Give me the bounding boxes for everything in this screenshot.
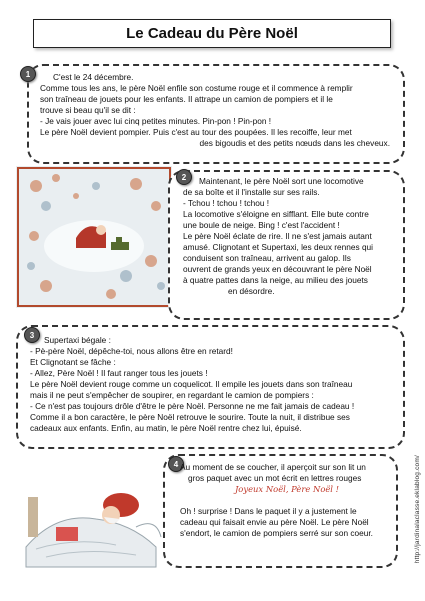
section-1-number: 1	[20, 66, 36, 82]
spacer	[180, 495, 394, 506]
text-line: C'est le 24 décembre.	[53, 72, 134, 82]
text-line: gros paquet avec un mot écrit en lettres rouges	[188, 473, 362, 483]
illustration-bed-scene	[16, 457, 166, 575]
text-line: cadeaux aux enfants. Enfin, au matin, le père Noël rentre chez lui, épuisé.	[30, 423, 302, 433]
text-line: Comme il a bon caractère, le père Noël retrouve le sourire. Toute la nuit, il distribue ses	[30, 412, 350, 422]
text-line: - Allez, Père Noël ! Il faut ranger tous les jouets !	[30, 368, 208, 378]
section-4-number: 4	[168, 456, 184, 472]
section-2-text	[183, 176, 403, 297]
text-line: son traîneau de jouets pour les enfants. Il attrape un camion de pompiers et il le	[40, 94, 333, 104]
card-message: Joyeux Noël, Père Noël !	[234, 484, 340, 494]
text-line: - Ce n'est pas toujours drôle d'être le père Noël. Personne ne me fait jamais de cadeau !	[30, 401, 355, 411]
text-line: Comme tous les ans, le père Noël enfile son costume rouge et il commence à remplir	[40, 83, 353, 93]
section-4-text	[180, 462, 394, 539]
text-line: Supertaxi bégale :	[44, 335, 111, 345]
text-line: à quatre pattes dans la neige, au milieu des jouets	[183, 275, 368, 285]
text-line: Le père Noël devient pompier. Puis c'est au tour des poupées. Il les recoiffe, leur met	[40, 127, 352, 137]
text-line: amusé. Clignotant et Supertaxi, les deux rennes qui	[183, 242, 374, 252]
text-line: conduisent son traîneau, arrivent au galop. Ils	[183, 253, 351, 263]
text-line: Oh ! surprise ! Dans le paquet il y a justement le	[180, 506, 357, 516]
text-line: Et Clignotant se fâche :	[30, 357, 116, 367]
section-1-text	[40, 72, 402, 149]
text-line: ouvrent de grands yeux en découvrant le père Noël	[183, 264, 372, 274]
illustration-snow-scene	[16, 166, 172, 308]
text-line: s'endort, le camion de pompiers serré sur son coeur.	[180, 528, 373, 538]
text-line: trouve si beau qu'il se dit :	[40, 105, 136, 115]
source-url: http://jardinalaclasse.eklablog.com/	[414, 455, 421, 564]
title-box	[33, 19, 391, 48]
text-line: Le père Noël éclate de rire. Il ne s'est jamais autant	[183, 231, 372, 241]
text-line: La locomotive s'éloigne en sifflant. Elle bute contre	[183, 209, 369, 219]
page-title: Le Cadeau du Père Noël	[126, 25, 298, 42]
text-line: - Pè-père Noël, dépêche-toi, nous allons être en retard!	[30, 346, 233, 356]
text-line: Au moment de se coucher, il aperçoit sur son lit un	[180, 462, 366, 472]
section-3-text	[30, 335, 404, 434]
text-line: en désordre.	[228, 286, 275, 296]
text-line: Le père Noël devient rouge comme un coquelicot. Il empile les jouets dans son traîneau	[30, 379, 353, 389]
text-line: une boule de neige. Bing ! c'est l'accident !	[183, 220, 340, 230]
text-line: Maintenant, le père Noël sort une locomotive	[199, 176, 364, 186]
text-line: - Tchou ! tchou ! tchou !	[183, 198, 270, 208]
section-2-number: 2	[176, 169, 192, 185]
text-line: des bigoudis et des petits nœuds dans les cheveux.	[199, 138, 390, 148]
text-line: de sa boîte et il l'installe sur ses rails.	[183, 187, 320, 197]
text-line: mais il ne peut s'empêcher de soupirer, en regardant le camion de pompiers :	[30, 390, 314, 400]
text-line: - Je vais jouer avec lui cinq petites minutes. Pin-pon ! Pin-pon !	[40, 116, 272, 126]
section-3-number: 3	[24, 327, 40, 343]
text-line: cadeau qui faisait envie au père Noël. Le père Noël	[180, 517, 369, 527]
